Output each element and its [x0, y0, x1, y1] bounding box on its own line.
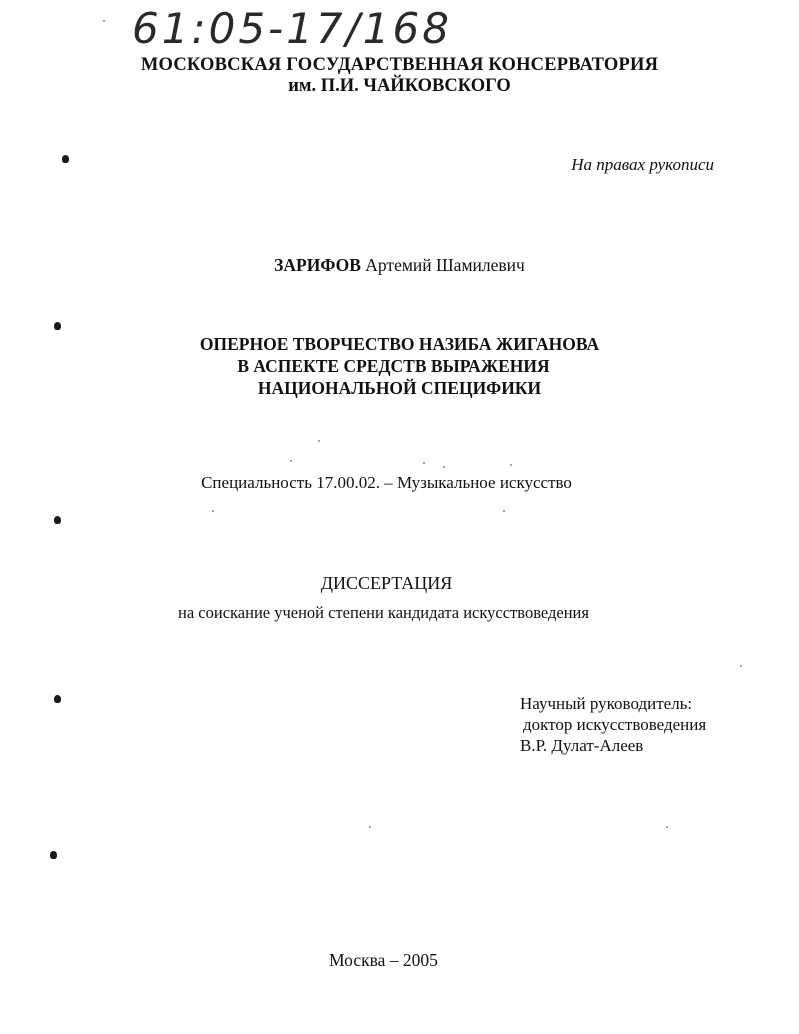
handwritten-catalog-number: 61:05-17/168 — [132, 4, 452, 53]
scan-speck — [510, 464, 512, 466]
specialty-line: Специальность 17.00.02. – Музыкальное искусство — [201, 473, 572, 492]
institution-name: МОСКОВСКАЯ ГОСУДАРСТВЕННАЯ КОНСЕРВАТОРИЯ — [140, 55, 659, 75]
title-line: НАЦИОНАЛЬНОЙ СПЕЦИФИКИ — [257, 378, 542, 398]
city-year: Москва – 2005 — [329, 950, 438, 970]
scan-speck — [423, 462, 425, 464]
scan-speck — [666, 826, 668, 828]
binder-mark-icon — [54, 695, 61, 703]
advisor-label: Научный руководитель: — [520, 694, 693, 713]
scan-speck — [503, 510, 505, 512]
manuscript-rights-note: На правах рукописи — [571, 155, 714, 174]
binder-mark-icon — [62, 155, 69, 163]
advisor-degree: доктор искусствоведения — [523, 715, 707, 734]
binder-mark-icon — [54, 322, 61, 330]
scan-speck — [369, 826, 371, 828]
advisor-name: В.Р. Дулат-Алеев — [520, 736, 644, 755]
binder-mark-icon — [50, 851, 57, 859]
author-given-names: Артемий Шамилевич — [365, 255, 525, 275]
document-type: ДИССЕРТАЦИЯ — [320, 573, 453, 593]
dissertation-title — [0, 333, 799, 399]
scan-speck — [318, 440, 320, 442]
scan-speck — [443, 466, 445, 468]
author-surname: ЗАРИФОВ — [274, 255, 361, 275]
scan-speck — [740, 665, 742, 667]
scientific-advisor — [520, 693, 706, 756]
degree-line: на соискание ученой степени кандидата искусствоведения — [178, 603, 589, 622]
scan-speck — [103, 20, 105, 22]
title-line: В АСПЕКТЕ СРЕДСТВ ВЫРАЖЕНИЯ — [237, 356, 550, 376]
scan-speck — [290, 460, 292, 462]
institution-dedication: им. П.И. ЧАЙКОВСКОГО — [288, 76, 511, 96]
title-line: ОПЕРНОЕ ТВОРЧЕСТВО НАЗИБА ЖИГАНОВА — [199, 334, 600, 354]
author-name — [0, 255, 799, 276]
scan-speck — [212, 510, 214, 512]
binder-mark-icon — [54, 516, 61, 524]
